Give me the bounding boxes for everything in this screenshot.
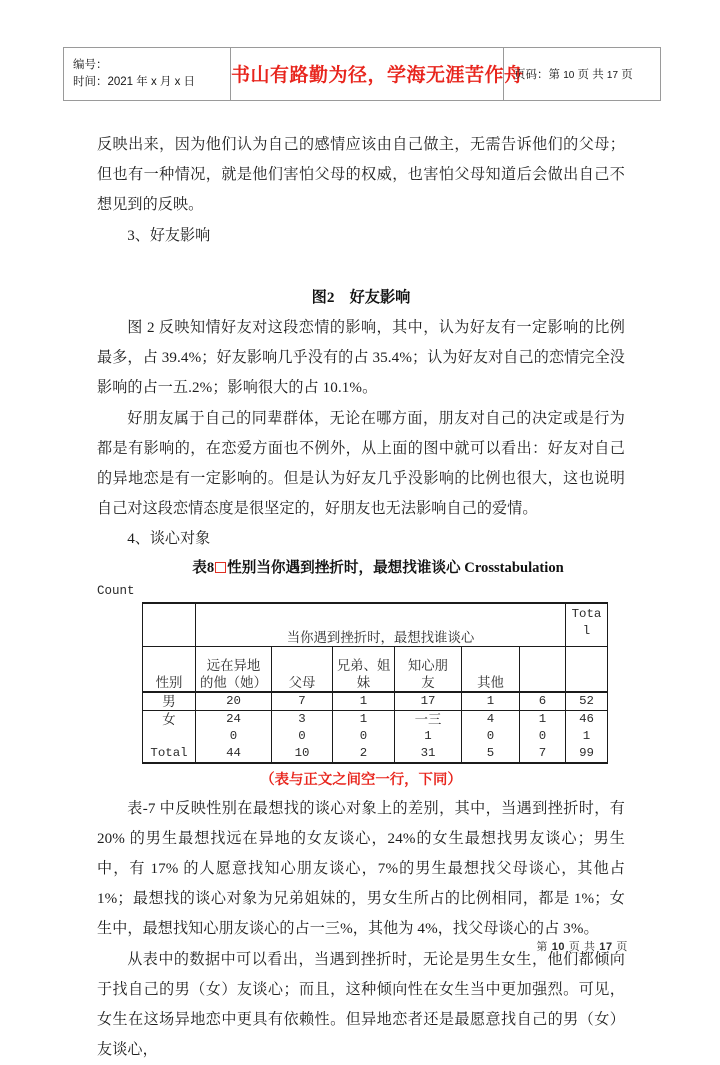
crosstab-cell-2-4: 0	[462, 728, 520, 745]
crosstab-cell-1-6: 46	[566, 710, 608, 728]
header-page-mid: 页 共	[574, 69, 607, 81]
crosstab-cell-1-3: 一三	[395, 710, 462, 728]
crosstab-cell-2-3: 1	[395, 728, 462, 745]
figure-2-placeholder	[97, 251, 625, 283]
table-row	[143, 710, 608, 728]
header-page-current: 10	[563, 70, 575, 81]
paragraph-4: 表-7 中反映性别在最想找的谈心对象上的差别，其中，当遇到挫折时，有 20% 的男生最想找远在异地的女友谈心，24%的女生最想找男友谈心；男生中，有 17% 的人愿意找知心朋友谈心，7%的男生最想找父母谈心，其他占 1%；最想找的谈心对象为兄弟姐妹的，男女生所占的比例相同，都是 1%；女生中，最想找知心朋友谈心的占一三%，其他为 4%，找父母谈心的占 3%。	[97, 800, 625, 938]
crosstab-row-label-0: 男	[143, 692, 196, 711]
crosstab-row-label-1: 女	[143, 710, 196, 728]
crosstab-cell-1-0: 24	[196, 710, 272, 728]
crosstab-col-header-1	[272, 646, 333, 692]
table-8-caption-suffix: 性别当你遇到挫折时，最想找谁谈心 Crosstabulation	[227, 559, 564, 576]
header-code-label: 编号：	[73, 58, 108, 71]
table-8-caption-prefix: 表8	[192, 559, 215, 576]
header-pagenum-cell	[504, 48, 661, 101]
crosstab-group-header: 当你遇到挫折时，最想找谁谈心	[196, 603, 566, 647]
crosstab-cell-3-2: 2	[333, 745, 395, 763]
paragraph-1: 反映出来，因为他们认为自己的感情应该由自己做主，无需告诉他们的父母；但也有一种情况，就是他们害怕父母的权威，也害怕父母知道后会做出自己不想见到的反映。	[97, 137, 625, 214]
crosstab-col-header-0-line2: 的他（她）	[200, 674, 267, 690]
editorial-note-red: （表与正文之间空一行，下同）	[260, 771, 462, 788]
header-page-prefix: 页码：第	[514, 69, 564, 81]
crosstab-col-header-2-line1: 兄弟、姐	[336, 657, 391, 673]
crosstab-rowlabel-header: 性别	[143, 646, 196, 692]
crosstab-count-label: Count	[97, 583, 135, 598]
page-header-row	[64, 48, 661, 101]
crosstab-cell-2-2: 0	[333, 728, 395, 745]
crosstab-cell-3-3: 31	[395, 745, 462, 763]
crosstab-header-row-2	[143, 646, 608, 692]
crosstab-col-header-2-line2: 妹	[356, 674, 371, 690]
paragraph-3: 好朋友属于自己的同辈群体，无论在哪方面，朋友对自己的决定或是行为都是有影响的，在恋爱方面也不例外，从上面的图中就可以看出：好友对自己的异地恋是有一定影响的。但是认为好友几乎没影响的比例也很大，这也说明自己对这段恋情态度是很坚定的，好朋友也无法影响自己的爱情。	[97, 410, 625, 518]
crosstab-col-header-3-line1: 知心朋	[407, 657, 449, 673]
crosstab-cell-2-6: 1	[566, 728, 608, 745]
table-row	[143, 745, 608, 763]
section-heading-4: 4、谈心对象	[127, 531, 211, 548]
crosstab-wrapper	[97, 600, 625, 764]
crosstab-cell-0-4: 1	[462, 692, 520, 711]
crosstab-cell-3-6: 99	[566, 745, 608, 763]
crosstab-col-header-2	[333, 646, 395, 692]
header-page-suffix: 页	[618, 69, 633, 81]
crosstab-col-header-6-blank	[566, 646, 608, 692]
crosstab-cell-0-5: 6	[520, 692, 566, 711]
crosstab-row-label-3: Total	[143, 745, 196, 763]
crosstab-cell-0-0: 20	[196, 692, 272, 711]
header-motto-cell	[231, 48, 524, 101]
crosstab-table	[142, 602, 608, 764]
paragraph-2: 图 2 反映知情好友对这段恋情的影响，其中，认为好友有一定影响的比例最多，占 39.4%；好友影响几乎没有的占 35.4%；认为好友对自己的恋情完全没影响的占一五.2%；影响很大的占 10.1%。	[97, 320, 625, 397]
crosstab-total-header	[566, 603, 608, 647]
crosstab-cell-1-5: 1	[520, 710, 566, 728]
crosstab-col-header-0-line1: 远在异地	[206, 657, 261, 673]
paragraph-5: 从表中的数据中可以看出，当遇到挫折时，无论是男生女生，他们都倾向于找自己的男（女）友谈心；而且，这种倾向性在女生当中更加强烈。可见，女生在这场异地恋中更具有依赖性。但异地恋者还是最愿意找自己的男（女）友谈心，	[97, 951, 625, 1059]
document-body	[97, 130, 625, 1065]
header-meta-cell	[64, 48, 231, 101]
page-header-table	[63, 47, 661, 101]
header-page-total: 17	[606, 70, 619, 81]
crosstab-total-header-line2: l	[582, 623, 591, 638]
crosstab-cell-0-2: 1	[333, 692, 395, 711]
crosstab-cell-0-6: 52	[566, 692, 608, 711]
crosstab-total-header-line1: Tota	[571, 606, 602, 621]
crosstab-cell-3-5: 7	[520, 745, 566, 763]
footer-page-mid: 页 共	[565, 941, 600, 953]
figure-2-caption: 图2 好友影响	[311, 288, 411, 306]
page-footer	[0, 938, 720, 954]
header-pagenum-text	[504, 66, 660, 82]
table-row	[143, 728, 608, 745]
missing-glyph-box-icon	[215, 562, 226, 573]
crosstab-corner-cell	[143, 603, 196, 647]
crosstab-cell-1-1: 3	[272, 710, 333, 728]
header-motto-text: 书山有路勤为径，学海无涯苦作舟	[231, 65, 524, 86]
footer-page-total: 17	[599, 941, 613, 953]
crosstab-col-header-0	[196, 646, 272, 692]
crosstab-cell-2-5: 0	[520, 728, 566, 745]
crosstab-header-row-1	[143, 603, 608, 647]
crosstab-col-header-3	[395, 646, 462, 692]
crosstab-col-header-3-line2: 友	[421, 674, 435, 690]
crosstab-cell-2-0: 0	[196, 728, 272, 745]
crosstab-cell-3-4: 5	[462, 745, 520, 763]
crosstab-cell-1-4: 4	[462, 710, 520, 728]
crosstab-cell-3-1: 10	[272, 745, 333, 763]
crosstab-cell-0-1: 7	[272, 692, 333, 711]
table-8-caption	[97, 555, 625, 582]
crosstab-row-label-2	[143, 728, 196, 745]
table-row	[143, 692, 608, 711]
crosstab-col-header-5-blank	[520, 646, 566, 692]
crosstab-col-header-4	[462, 646, 520, 692]
crosstab-cell-3-0: 44	[196, 745, 272, 763]
footer-page-suffix: 页	[612, 941, 628, 953]
footer-page-current: 10	[551, 941, 566, 953]
header-time-label: 时间：2021 年 x 月 x 日	[73, 75, 196, 88]
section-heading-3: 3、好友影响	[127, 227, 211, 244]
footer-page-prefix: 第	[536, 941, 552, 953]
header-meta-inner	[64, 52, 230, 97]
crosstab-cell-2-1: 0	[272, 728, 333, 745]
crosstab-col-header-4-line2: 其他	[477, 674, 504, 690]
crosstab-col-header-1-line2: 父母	[288, 674, 316, 690]
crosstab-cell-0-3: 17	[395, 692, 462, 711]
crosstab-cell-1-2: 1	[333, 710, 395, 728]
